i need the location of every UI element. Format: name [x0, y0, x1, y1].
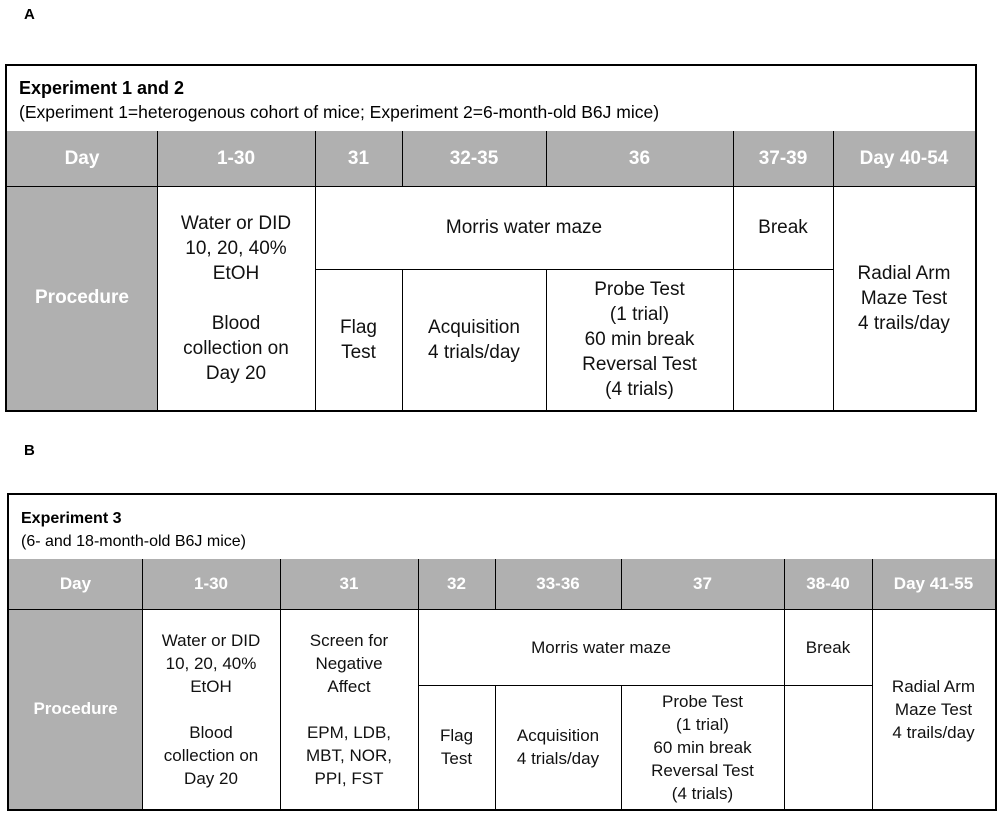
- grid-line: [418, 685, 872, 686]
- table-b-title-block: [9, 495, 995, 560]
- experiment-1-2-table: [5, 64, 977, 412]
- panel-a-label: A: [24, 6, 35, 23]
- header-day: Day: [9, 559, 142, 609]
- grid-line: [142, 559, 143, 809]
- cell-water-did: Water or DID 10, 20, 40% EtOH Blood collection on Day 20: [157, 186, 315, 410]
- table-a-title-block: [7, 66, 975, 132]
- header-1-30: 1-30: [157, 131, 315, 186]
- cell-radial-arm-maze: Radial Arm Maze Test 4 trails/day: [833, 186, 975, 410]
- cell-probe-test: Probe Test (1 trial) 60 min break Reversal Test (4 trials): [546, 269, 733, 410]
- header-day: Day: [7, 131, 157, 186]
- cell-flag-test: Flag Test: [418, 685, 495, 809]
- grid-line: [833, 131, 834, 410]
- cell-morris-water-maze: Morris water maze: [418, 609, 784, 685]
- header-32: 32: [418, 559, 495, 609]
- header-day-41-55: Day 41-55: [872, 559, 995, 609]
- cell-flag-test: Flag Test: [315, 269, 402, 410]
- header-31: 31: [315, 131, 402, 186]
- grid-line: [315, 269, 833, 270]
- grid-line: [495, 685, 496, 809]
- header-37: 37: [621, 559, 784, 609]
- cell-break: Break: [784, 609, 872, 685]
- grid-line: [280, 559, 281, 809]
- header-37-39: 37-39: [733, 131, 833, 186]
- grid-line: [784, 559, 785, 809]
- cell-radial-arm-maze: Radial Arm Maze Test 4 trails/day: [872, 609, 995, 809]
- grid-line: [402, 131, 403, 186]
- header-1-30: 1-30: [142, 559, 280, 609]
- header-33-36: 33-36: [495, 559, 621, 609]
- cell-negative-affect: Screen for Negative Affect EPM, LDB, MBT, NOR, PPI, FST: [280, 609, 418, 809]
- header-38-40: 38-40: [784, 559, 872, 609]
- cell-acquisition: Acquisition 4 trials/day: [495, 685, 621, 809]
- grid-line: [157, 131, 158, 410]
- grid-line: [495, 559, 496, 609]
- cell-morris-water-maze: Morris water maze: [315, 186, 733, 269]
- header-31: 31: [280, 559, 418, 609]
- grid-line: [621, 559, 622, 609]
- grid-line: [733, 131, 734, 410]
- grid-line: [546, 269, 547, 410]
- header-day-40-54: Day 40-54: [833, 131, 975, 186]
- grid-line: [315, 131, 316, 410]
- cell-acquisition: Acquisition 4 trials/day: [402, 269, 546, 410]
- header-32-35: 32-35: [402, 131, 546, 186]
- cell-water-did: Water or DID 10, 20, 40% EtOH Blood collection on Day 20: [142, 609, 280, 809]
- table-a-subtitle: (Experiment 1=heterogenous cohort of mice; Experiment 2=6-month-old B6J mice): [19, 102, 660, 122]
- table-a-title: Experiment 1 and 2: [19, 78, 185, 98]
- procedure-label: Procedure: [9, 609, 142, 809]
- grid-line: [546, 131, 547, 186]
- table-b-subtitle: (6- and 18-month-old B6J mice): [21, 533, 246, 550]
- header-36: 36: [546, 131, 733, 186]
- table-b-title: Experiment 3: [21, 510, 122, 527]
- grid-line: [9, 609, 995, 610]
- grid-line: [418, 559, 419, 809]
- grid-line: [872, 559, 873, 809]
- grid-line: [7, 186, 975, 187]
- grid-line: [402, 269, 403, 410]
- grid-line: [621, 685, 622, 809]
- cell-break: Break: [733, 186, 833, 269]
- experiment-3-table: [7, 493, 997, 811]
- procedure-label: Procedure: [7, 186, 157, 410]
- cell-probe-test: Probe Test (1 trial) 60 min break Reversal Test (4 trials): [621, 685, 784, 809]
- panel-b-label: B: [24, 442, 35, 459]
